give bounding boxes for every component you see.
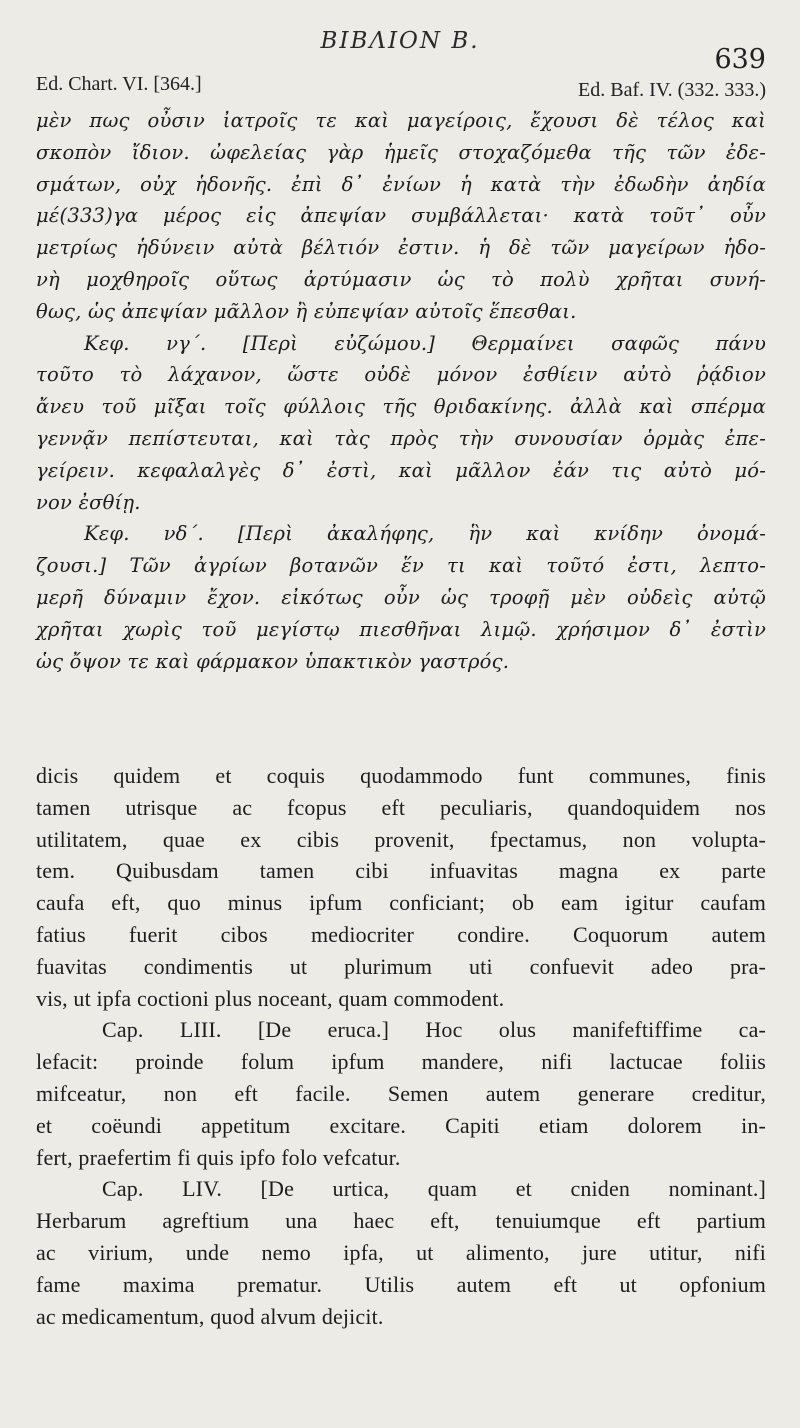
latin-line: fatius fuerit cibos mediocriter condire. Coquorum autem: [36, 921, 766, 947]
greek-line: ἄνευ τοῦ μῖξαι τοῖς φύλλοις τῆς θριδακίνης. ἀλλὰ καὶ σπέρμα: [36, 395, 766, 419]
latin-line: caufa eft, quo minus ipfum conficiant; ob eam igitur caufam: [36, 890, 766, 916]
latin-line: tamen utrisque ac fcopus eft peculiaris, quandoquidem nos: [36, 794, 766, 820]
latin-line: ac medicamentum, quod alvum dejicit.: [36, 1303, 384, 1329]
latin-text-block: [36, 760, 766, 1332]
running-head: BIBΛΙΟΝ Β.: [320, 28, 480, 54]
latin-line: fert, praefertim fi quis ipfo folo vefcatur.: [36, 1144, 401, 1170]
latin-line: dicis quidem et coquis quodammodo funt communes, finis: [36, 763, 766, 788]
greek-line: τοῦτο τὸ λάχανον, ὥστε οὐδὲ μόνον ἐσθίειν αὐτὸ ῥᾴδιον: [36, 363, 766, 387]
greek-line: μετρίως ἡδύνειν αὐτὰ βέλτιόν ἐστιν. ἡ δὲ τῶν μαγείρων ἡδο-: [36, 236, 766, 260]
greek-line: μὲν πως οὖσιν ἰατροῖς τε καὶ μαγείροις, ἔχουσι δὲ τέλος καὶ: [36, 109, 766, 132]
latin-line: utilitatem, quae ex cibis provenit, fpectamus, non volupta-: [36, 826, 766, 852]
greek-line: μερῆ δύναμιν ἔχον. εἰκότως οὖν ὡς τροφῇ μὲν οὐδεὶς αὐτῷ: [36, 585, 766, 609]
greek-line: ὡς ὄψον τε καὶ φάρμακον ὑπακτικὸν γαστρός.: [36, 649, 510, 673]
greek-line: μέ(333)γα μέρος εἰς ἀπεψίαν συμβάλλεται· κατὰ τοῦτ᾽ οὖν: [36, 204, 766, 228]
greek-line: γείρειν. κεφαλαλγὲς δ᾽ ἐστὶ, καὶ μᾶλλον ἐάν τις αὐτὸ μό-: [36, 458, 766, 482]
greek-line: νὴ μοχθηροῖς οὕτως ἀρτύμασιν ὡς τὸ πολὺ χρῆται συνή-: [36, 267, 766, 291]
latin-line: tem. Quibusdam tamen cibi infuavitas magna ex parte: [36, 858, 766, 884]
latin-line: Herbarum agreftium una haec eft, tenuiumque eft partium: [36, 1208, 766, 1234]
greek-chapter-heading-54: Κεφ. νδ΄. [Περὶ ἀκαλήφης, ἣν καὶ κνίδην ὀνομά-: [84, 522, 766, 546]
edition-reference-chartier: Ed. Chart. VI. [364.]: [36, 73, 202, 95]
latin-line: fuavitas condimentis ut plurimum uti confuevit adeo pra-: [36, 953, 766, 979]
latin-line: et coëundi appetitum excitare. Capiti etiam dolorem in-: [36, 1112, 766, 1138]
latin-line: ac virium, unde nemo ipfa, ut alimento, jure utitur, nifi: [36, 1239, 766, 1265]
latin-chapter-heading-54: Cap. LIV. [De urtica, quam et cniden nominant.]: [102, 1176, 766, 1202]
latin-line: vis, ut ipfa coctioni plus noceant, quam commodent.: [36, 985, 505, 1011]
latin-line: mifceatur, non eft facile. Semen autem generare creditur,: [36, 1080, 766, 1106]
greek-line: νον ἐσθίῃ.: [36, 490, 141, 514]
greek-line: θως, ὡς ἀπεψίαν μᾶλλον ἢ εὐπεψίαν αὐτοῖς ἕπεσθαι.: [36, 299, 577, 323]
greek-line: ζουσι.] Τῶν ἀγρίων βοτανῶν ἕν τι καὶ τοῦτό ἐστι, λεπτο-: [36, 554, 766, 578]
greek-line: γεννᾷν πεπίστευται, καὶ τὰς πρὸς τὴν συνουσίαν ὁρμὰς ἐπε-: [36, 426, 766, 450]
latin-line: lefacit: proinde folum ipfum mandere, nifi lactucae foliis: [36, 1049, 766, 1075]
greek-text-block: [36, 105, 766, 677]
greek-chapter-heading-53: Κεφ. νγ΄. [Περὶ εὐζώμου.] Θερμαίνει σαφῶς πάνυ: [84, 331, 766, 355]
greek-line: χρῆται χωρὶς τοῦ μεγίστῳ πιεσθῆναι λιμῷ. χρήσιμον δ᾽ ἐστὶν: [36, 617, 766, 641]
latin-line: fame maxima prematur. Utilis autem eft ut opfonium: [36, 1271, 766, 1297]
latin-chapter-heading-53: Cap. LIII. [De eruca.] Hoc olus manifeftiffime ca-: [102, 1017, 766, 1043]
edition-reference-basel: Ed. Baf. IV. (332. 333.): [578, 79, 766, 101]
page-number: 639: [714, 44, 766, 75]
greek-line: σκοπὸν ἴδιον. ὠφελείας γὰρ ἡμεῖς στοχαζόμεθα τῆς τῶν ἐδε-: [36, 140, 766, 164]
greek-line: σμάτων, οὐχ ἡδονῆς. ἐπὶ δ᾽ ἐνίων ἡ κατὰ τὴν ἐδωδὴν ἀηδία: [36, 172, 766, 196]
